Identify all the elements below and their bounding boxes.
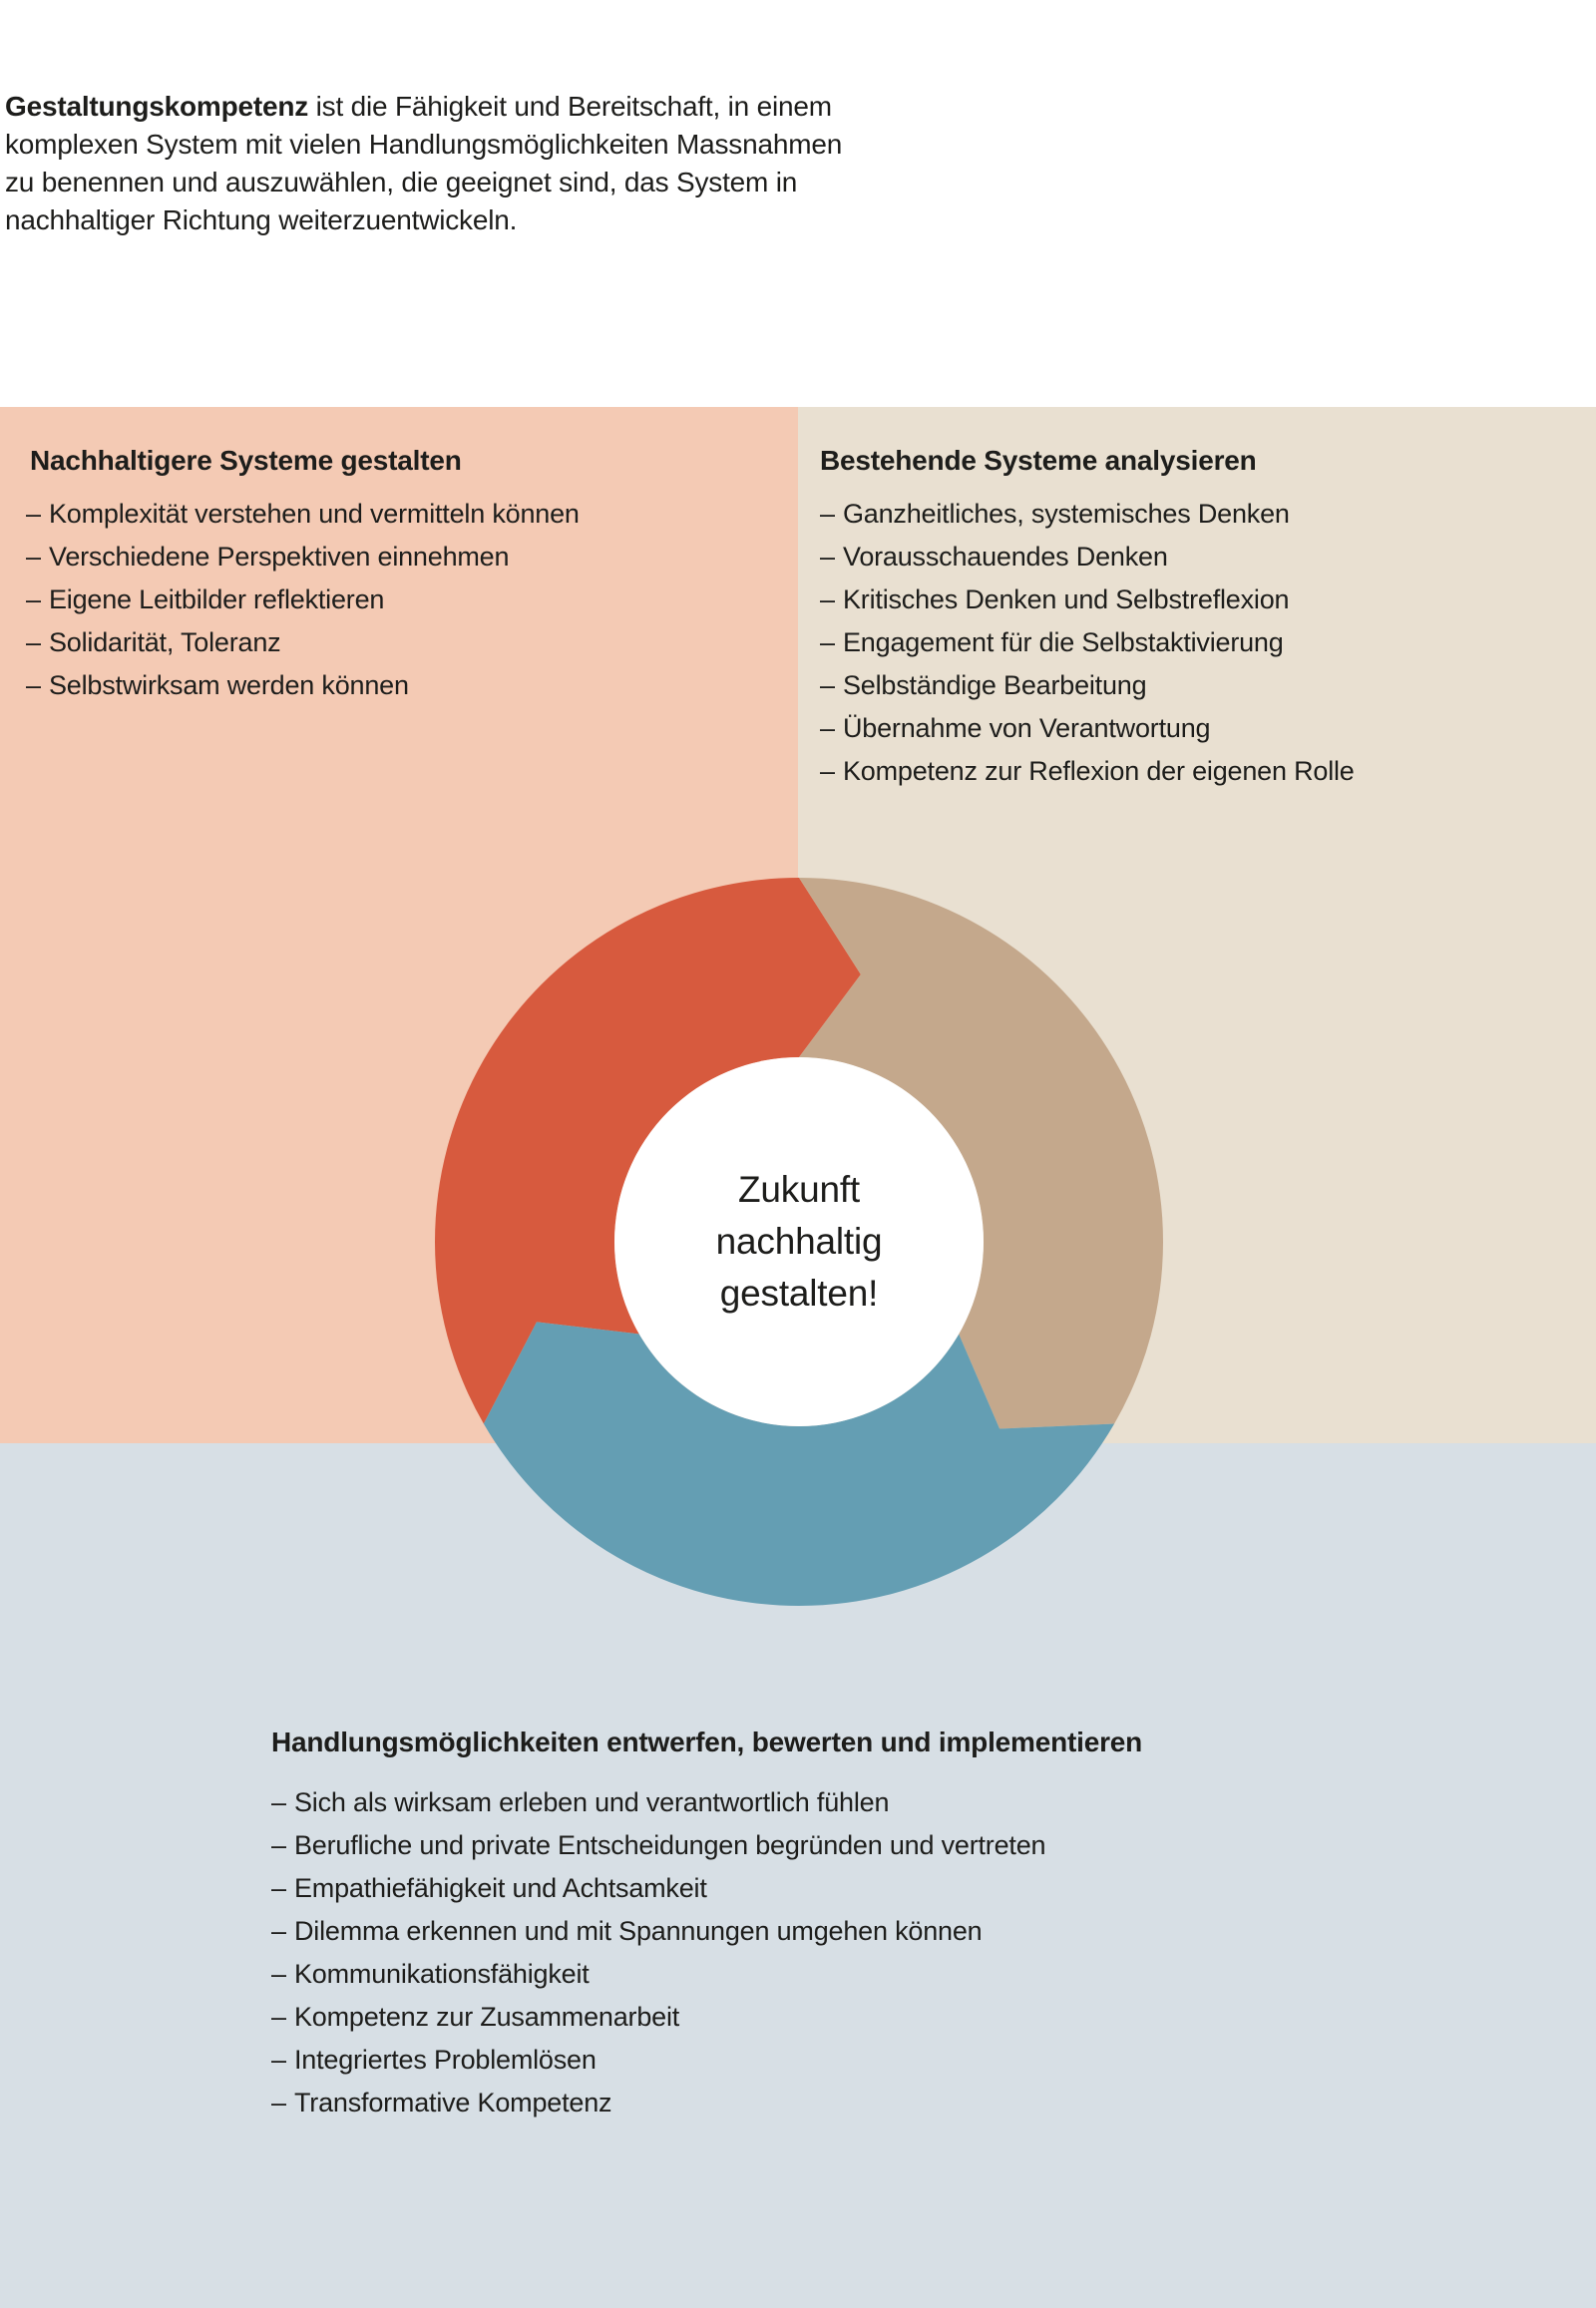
center-label-line-3: gestalten! xyxy=(719,1273,879,1314)
center-label xyxy=(599,1164,998,1320)
center-label-line-2: nachhaltig xyxy=(715,1221,883,1262)
list-item: – Empathiefähigkeit und Achtsamkeit xyxy=(271,1867,1369,1910)
list-item: – Übernahme von Verantwortung xyxy=(820,707,1578,750)
design-section-title: Nachhaltigere Systeme gestalten xyxy=(30,445,462,476)
list-item: – Kompetenz zur Zusammenarbeit xyxy=(271,1996,1369,2039)
list-item: – Selbständige Bearbeitung xyxy=(820,664,1578,707)
list-item: – Selbstwirksam werden können xyxy=(26,664,764,707)
center-label-line-1: Zukunft xyxy=(738,1169,860,1210)
list-item: – Engagement für die Selbstaktivierung xyxy=(820,621,1578,664)
list-item: – Berufliche und private Entscheidungen begründen und vertreten xyxy=(271,1824,1369,1867)
list-item: – Vorausschauendes Denken xyxy=(820,536,1578,578)
list-item: – Transformative Kompetenz xyxy=(271,2082,1369,2124)
analyze-section-title: Bestehende Systeme analysieren xyxy=(820,445,1257,476)
list-item: – Kommunikationsfähigkeit xyxy=(271,1953,1369,1996)
intro-line-1-rest: ist die Fähigkeit und Bereitschaft, in einem xyxy=(308,91,832,122)
list-item: – Solidarität, Toleranz xyxy=(26,621,764,664)
list-item: – Kompetenz zur Reflexion der eigenen Rolle xyxy=(820,750,1578,793)
list-item: – Eigene Leitbilder reflektieren xyxy=(26,578,764,621)
intro-lead-term: Gestaltungskompetenz xyxy=(5,91,309,122)
intro-line-4: nachhaltiger Richtung weiterzuentwickeln. xyxy=(5,204,518,235)
list-item: – Kritisches Denken und Selbstreflexion xyxy=(820,578,1578,621)
list-item: – Dilemma erkennen und mit Spannungen umgehen können xyxy=(271,1910,1369,1953)
list-item: – Sich als wirksam erleben und verantwortlich fühlen xyxy=(271,1781,1369,1824)
list-item: – Integriertes Problemlösen xyxy=(271,2039,1369,2082)
list-item: – Komplexität verstehen und vermitteln können xyxy=(26,493,764,536)
list-item: – Verschiedene Perspektiven einnehmen xyxy=(26,536,764,578)
intro-line-3: zu benennen und auszuwählen, die geeignet sind, das System in xyxy=(5,167,798,197)
list-item: – Ganzheitliches, systemisches Denken xyxy=(820,493,1578,536)
intro-line-2: komplexen System mit vielen Handlungsmöglichkeiten Massnahmen xyxy=(5,129,843,160)
act-section-title: Handlungsmöglichkeiten entwerfen, bewerten und implementieren xyxy=(271,1727,1143,1757)
